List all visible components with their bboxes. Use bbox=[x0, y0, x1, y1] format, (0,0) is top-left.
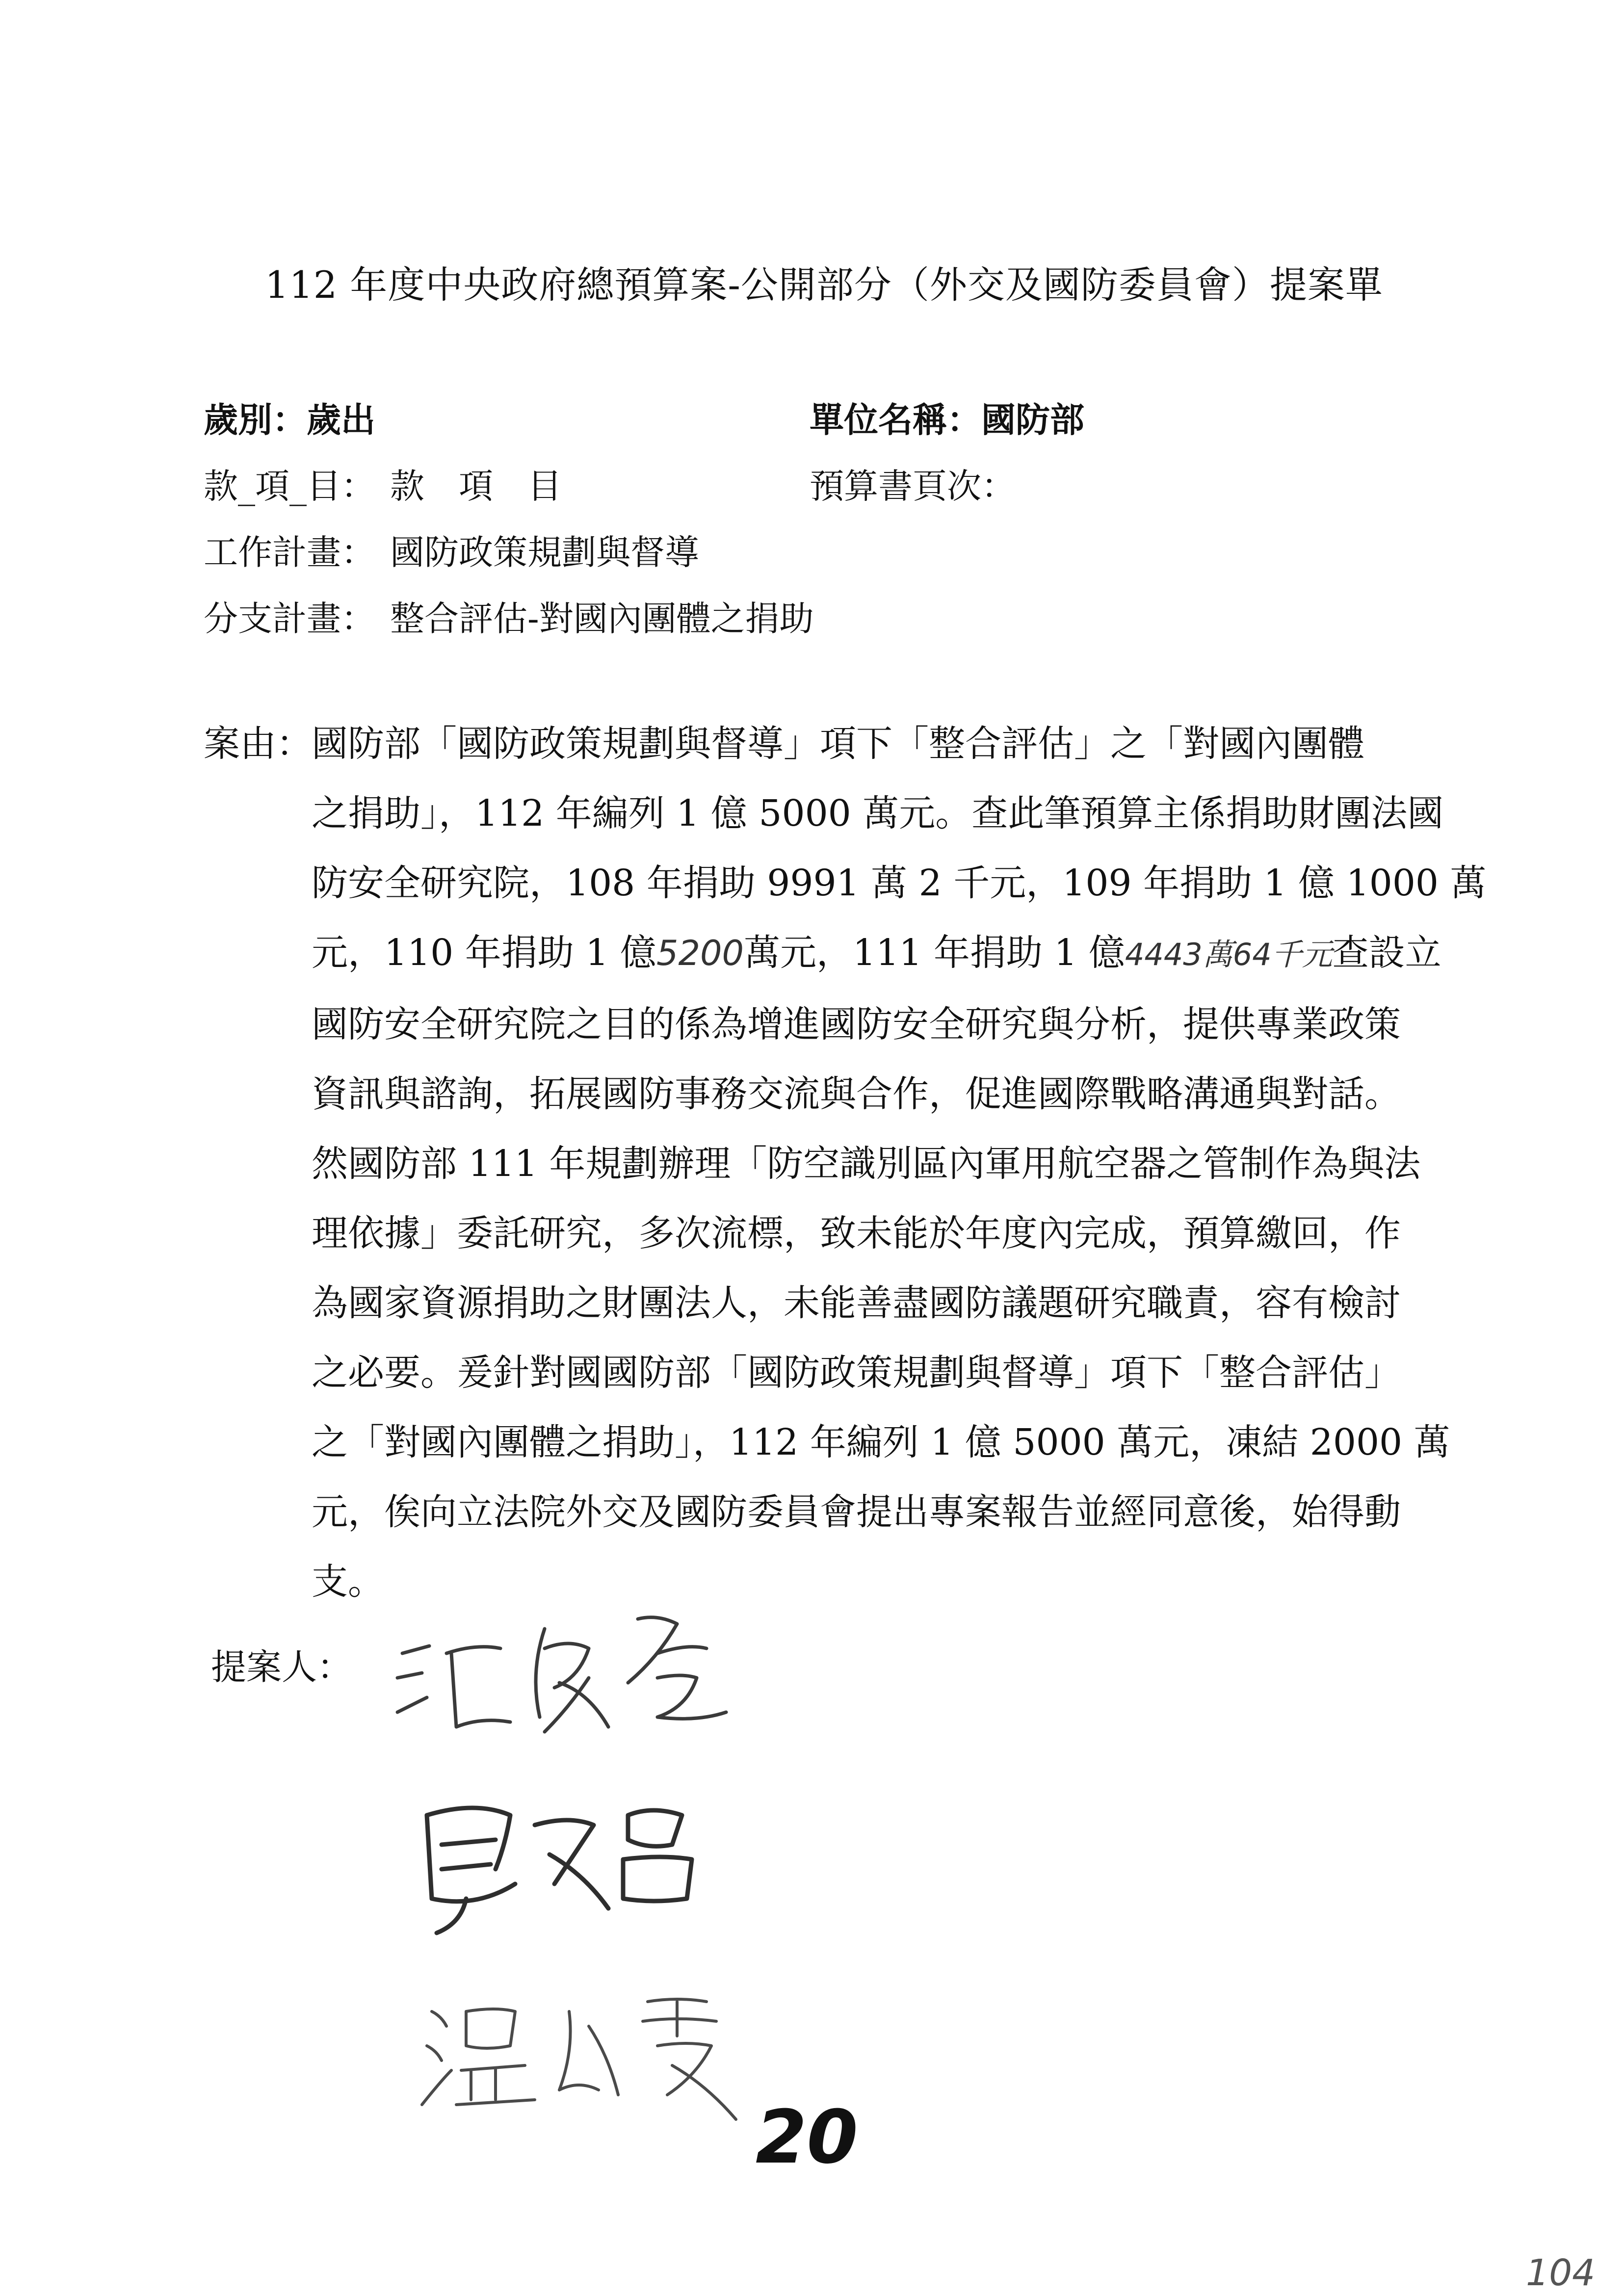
unit-value: 國防部 bbox=[981, 400, 1084, 440]
plan-label: 工作計畫： bbox=[204, 532, 375, 573]
handwritten-correction-amount: 4443萬64千元 bbox=[1125, 937, 1333, 972]
page-ref-label: 預算書頁次： bbox=[810, 466, 1016, 506]
subplan-label: 分支計畫： bbox=[204, 599, 375, 639]
subplan-value: 整合評估-對國內團體之捐助 bbox=[390, 599, 814, 639]
case-line-5: 國防安全研究院之目的係為增進國防安全研究與分析，提供專業政策 bbox=[312, 1003, 1401, 1045]
plan-value: 國防政策規劃與督導 bbox=[390, 532, 699, 573]
case-line-13: 支。 bbox=[312, 1561, 384, 1603]
case-line-4: 元，110 年捐助 1 億5200萬元，111 年捐助 1 億4443萬64千元查設立 bbox=[312, 932, 1441, 974]
case-line-12: 元，俟向立法院外交及國防委員會提出專案報告並經同意後，始得動 bbox=[312, 1491, 1401, 1533]
signature-1 bbox=[383, 1599, 785, 1756]
handwritten-page-number: 20 bbox=[756, 2095, 858, 2180]
unit-field bbox=[810, 392, 1084, 442]
item-label: 款_項_目： bbox=[204, 466, 375, 506]
subplan-field bbox=[204, 591, 814, 641]
plan-field bbox=[204, 525, 699, 574]
corner-page-number: 104 bbox=[1526, 2252, 1596, 2294]
case-line-7: 然國防部 111 年規劃辦理「防空識別區內軍用航空器之管制作為與法 bbox=[312, 1143, 1421, 1185]
handwritten-correction-5200: 5200 bbox=[656, 933, 744, 973]
category-value: 歲出 bbox=[307, 400, 375, 440]
case-line-6: 資訊與諮詢，拓展國防事務交流與合作，促進國際戰略溝通與對話。 bbox=[312, 1073, 1401, 1115]
signature-2 bbox=[407, 1786, 751, 1943]
case-line-11: 之「對國內團體之捐助」，112 年編列 1 億 5000 萬元，凍結 2000 萬 bbox=[312, 1421, 1450, 1463]
category-label: 歲別： bbox=[204, 400, 307, 440]
item-field bbox=[204, 459, 562, 508]
case-line-3: 防安全研究院，108 年捐助 9991 萬 2 千元，109 年捐助 1 億 1000 萬 bbox=[312, 862, 1487, 904]
case-line-9: 為國家資源捐助之財團法人，未能善盡國防議題研究職責，容有檢討 bbox=[312, 1282, 1401, 1324]
page-title: 112 年度中央政府總預算案-公開部分（外交及國防委員會）提案單 bbox=[265, 263, 1383, 307]
case-line-2: 之捐助」，112 年編列 1 億 5000 萬元。查此筆預算主係捐助財團法國 bbox=[312, 792, 1444, 835]
page-ref-field bbox=[810, 459, 1016, 508]
unit-label: 單位名稱： bbox=[810, 400, 981, 440]
item-value: 款 項 目 bbox=[390, 466, 562, 506]
case-line-1: 國防部「國防政策規劃與督導」項下「整合評估」之「對國內團體 bbox=[312, 723, 1364, 765]
case-label: 案由： bbox=[204, 723, 313, 765]
proposer-label: 提案人： bbox=[211, 1646, 353, 1688]
signature-3 bbox=[412, 1982, 765, 2129]
case-line-10: 之必要。爰針對國國防部「國防政策規劃與督導」項下「整合評估」 bbox=[312, 1352, 1401, 1394]
case-body bbox=[312, 709, 1487, 1617]
case-line-8: 理依據」委託研究，多次流標，致未能於年度內完成，預算繳回，作 bbox=[312, 1212, 1401, 1254]
category-field bbox=[204, 392, 375, 442]
